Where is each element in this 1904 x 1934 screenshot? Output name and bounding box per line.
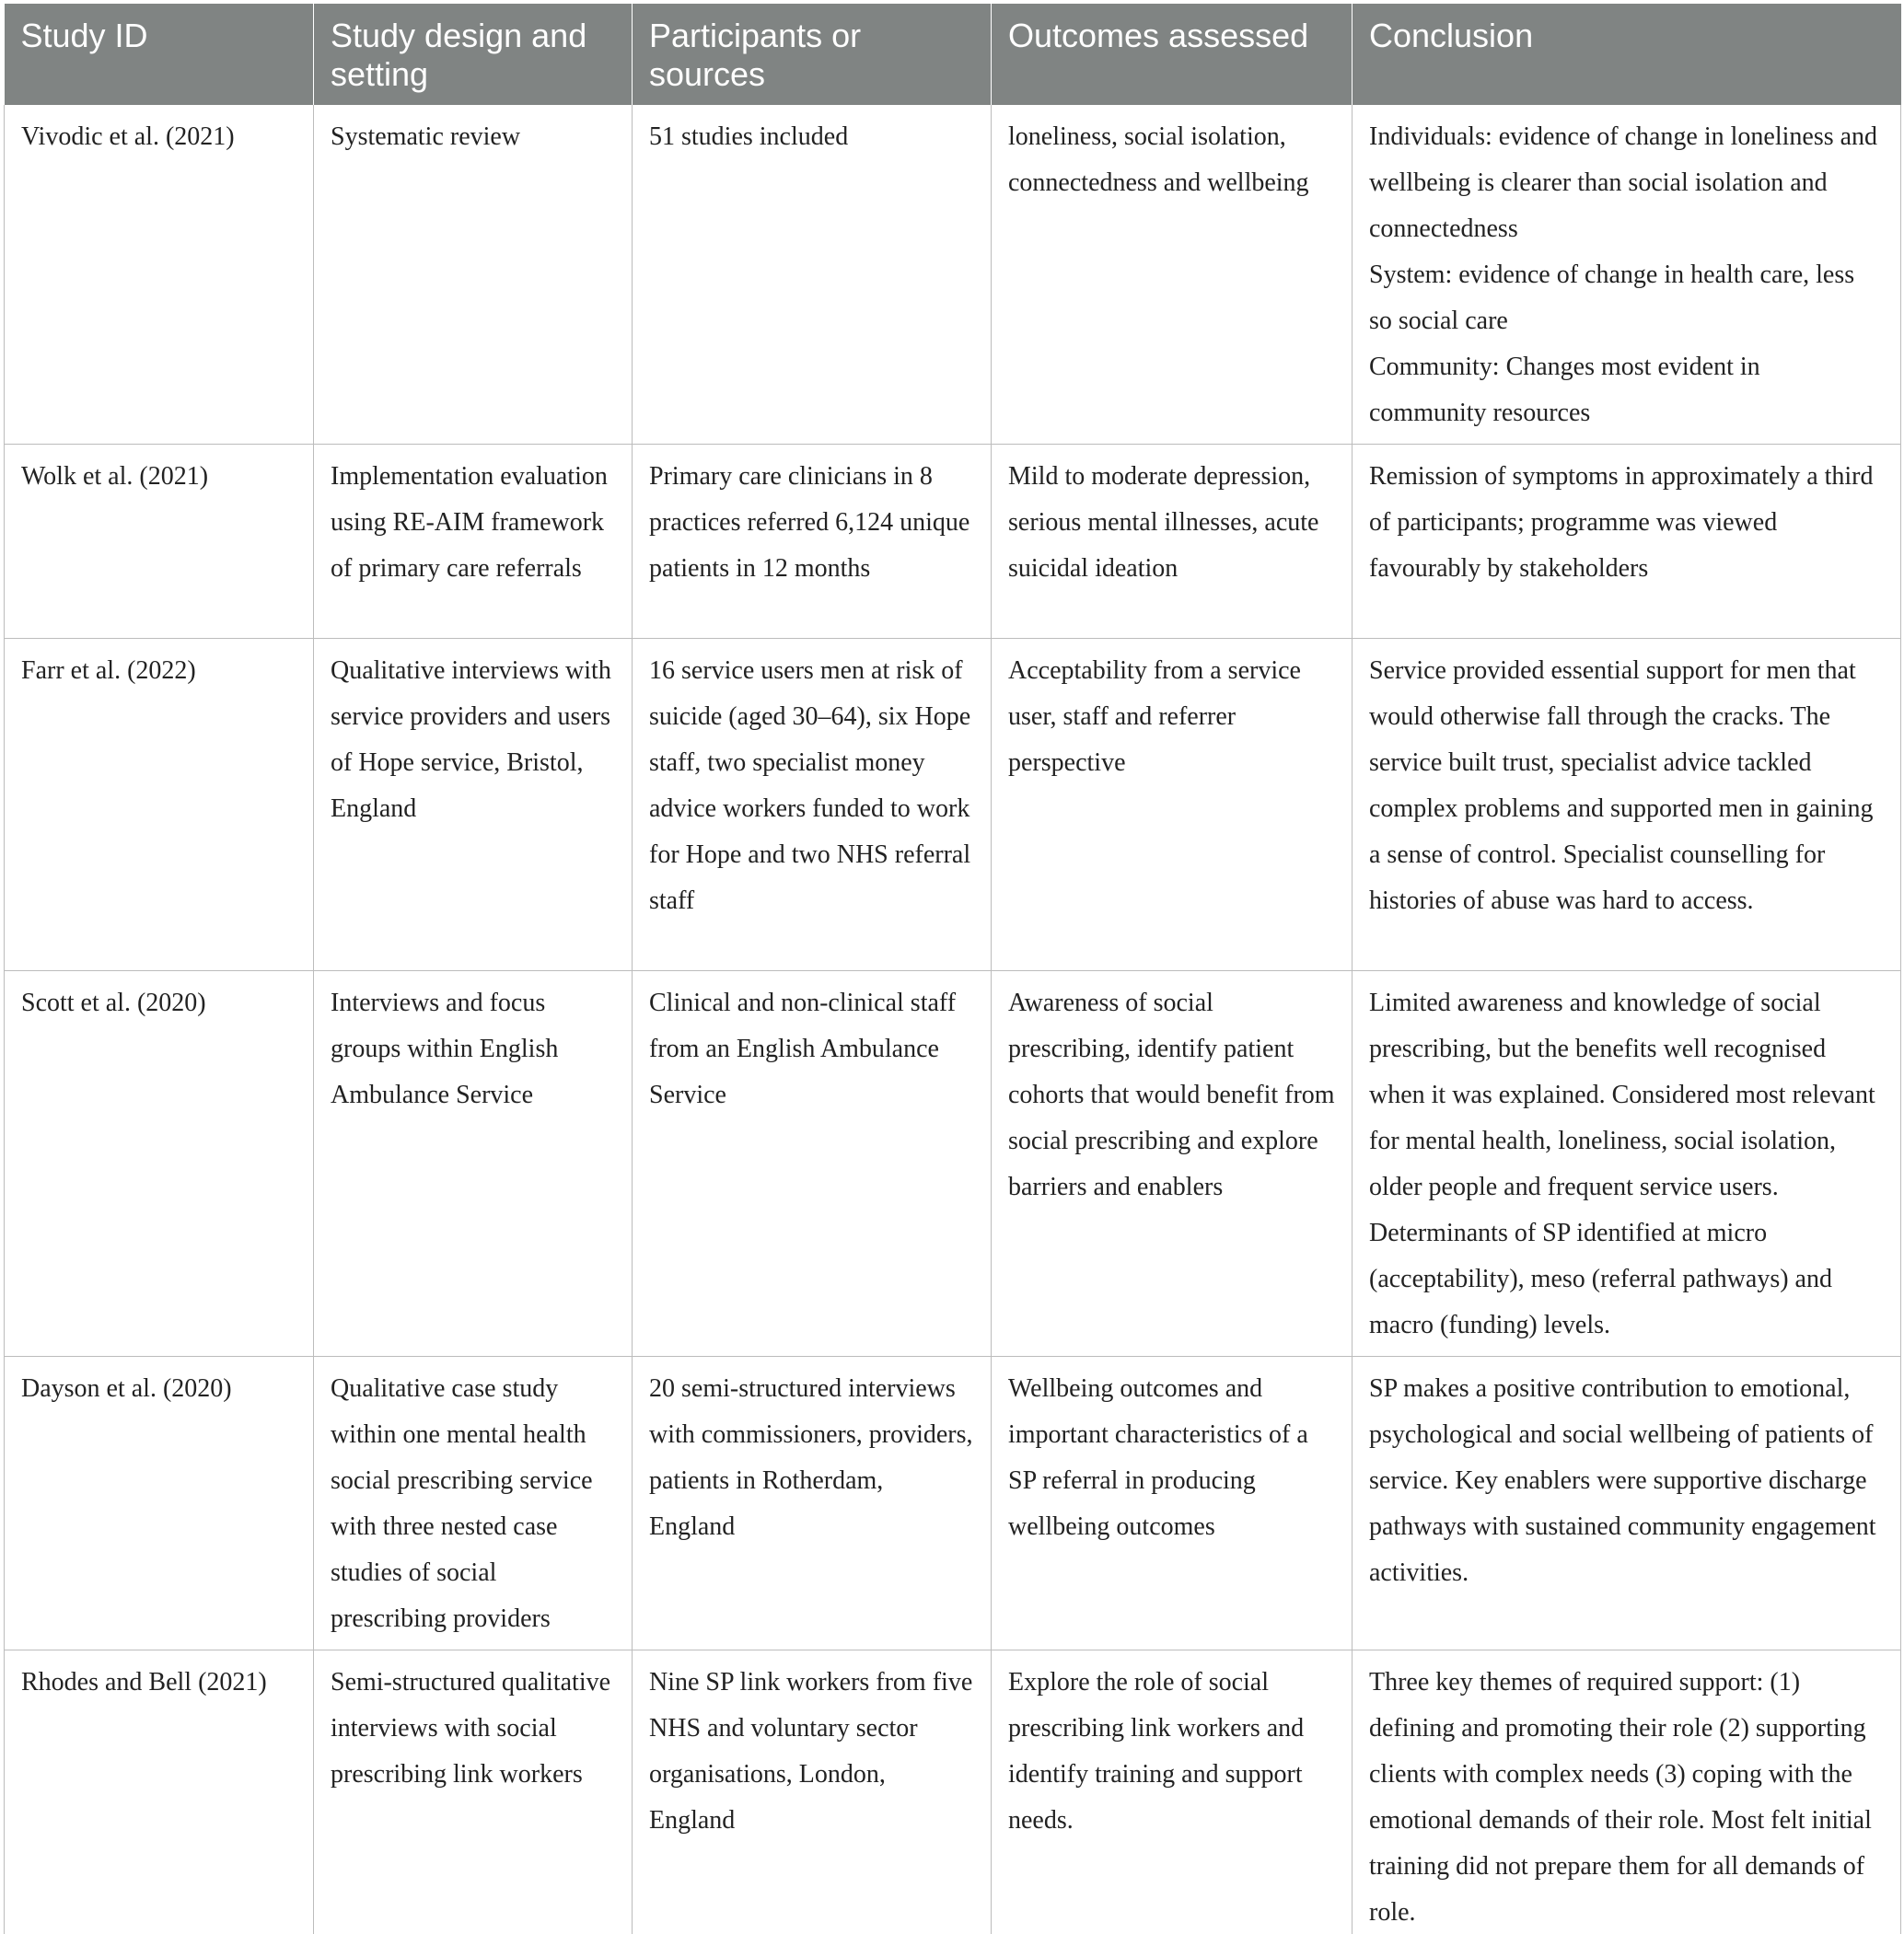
conclusion-line: Remission of symptoms in approximately a third of participants; programme was viewed favourably by stakeholders <box>1369 462 1874 583</box>
cell-conclusion <box>1353 105 1901 445</box>
cell-participants: Clinical and non-clinical staff from an English Ambulance Service <box>633 971 992 1357</box>
cell-conclusion <box>1353 1650 1901 1934</box>
conclusion-line: Individuals: evidence of change in loneliness and wellbeing is clearer than social isolation and connectedness <box>1369 122 1878 243</box>
table-row <box>5 445 1901 639</box>
cell-study-id: Dayson et al. (2020) <box>5 1357 314 1650</box>
header-outcomes: Outcomes assessed <box>992 4 1353 105</box>
cell-study-id: Farr et al. (2022) <box>5 639 314 971</box>
cell-participants: Primary care clinicians in 8 practices referred 6,124 unique patients in 12 months <box>633 445 992 639</box>
cell-study-id: Rhodes and Bell (2021) <box>5 1650 314 1934</box>
cell-design: Interviews and focus groups within English Ambulance Service <box>314 971 633 1357</box>
conclusion-line: Limited awareness and knowledge of social prescribing, but the benefits well recognised when it was explained. Considered most relevant for mental health, loneliness, social isolation, older people and frequent service users. Determinants of SP identified at micro (acceptability), meso (referral pathways) and macro (funding) levels. <box>1369 989 1875 1339</box>
header-participants: Participants or sources <box>633 4 992 105</box>
cell-participants: 51 studies included <box>633 105 992 445</box>
cell-conclusion <box>1353 639 1901 971</box>
table-row <box>5 971 1901 1357</box>
cell-study-id: Vivodic et al. (2021) <box>5 105 314 445</box>
cell-outcomes: Mild to moderate depression, serious mental illnesses, acute suicidal ideation <box>992 445 1353 639</box>
conclusion-line: Three key themes of required support: (1) defining and promoting their role (2) supporting clients with complex needs (3) coping with the emotional demands of their role. Most felt initial training did not prepare them for all demands of role. <box>1369 1668 1872 1927</box>
table-row <box>5 105 1901 445</box>
cell-design: Qualitative case study within one mental health social prescribing service with three nested case studies of social prescribing providers <box>314 1357 633 1650</box>
cell-design: Implementation evaluation using RE-AIM framework of primary care referrals <box>314 445 633 639</box>
conclusion-line: SP makes a positive contribution to emotional, psychological and social wellbeing of patients of service. Key enablers were supportive discharge pathways with sustained community engagement activities. <box>1369 1374 1876 1587</box>
cell-outcomes: Wellbeing outcomes and important characteristics of a SP referral in producing wellbeing outcomes <box>992 1357 1353 1650</box>
cell-study-id: Wolk et al. (2021) <box>5 445 314 639</box>
table-header <box>5 4 1901 105</box>
table-row <box>5 1357 1901 1650</box>
cell-outcomes: Explore the role of social prescribing link workers and identify training and support needs. <box>992 1650 1353 1934</box>
cell-design: Systematic review <box>314 105 633 445</box>
studies-table <box>4 4 1901 1934</box>
header-study-design: Study design and setting <box>314 4 633 105</box>
header-study-id: Study ID <box>5 4 314 105</box>
cell-conclusion <box>1353 1357 1901 1650</box>
cell-participants: 20 semi-structured interviews with commissioners, providers, patients in Rotherdam, England <box>633 1357 992 1650</box>
cell-participants: Nine SP link workers from five NHS and voluntary sector organisations, London, England <box>633 1650 992 1934</box>
table-row <box>5 639 1901 971</box>
table-body <box>5 105 1901 1934</box>
header-row <box>5 4 1901 105</box>
cell-outcomes: Acceptability from a service user, staff and referrer perspective <box>992 639 1353 971</box>
cell-outcomes: loneliness, social isolation, connectedness and wellbeing <box>992 105 1353 445</box>
cell-conclusion <box>1353 971 1901 1357</box>
cell-outcomes: Awareness of social prescribing, identify patient cohorts that would benefit from social prescribing and explore barriers and enablers <box>992 971 1353 1357</box>
header-conclusion: Conclusion <box>1353 4 1901 105</box>
cell-study-id: Scott et al. (2020) <box>5 971 314 1357</box>
conclusion-line: System: evidence of change in health care, less so social care <box>1369 261 1855 335</box>
conclusion-line: Community: Changes most evident in community resources <box>1369 353 1760 427</box>
table-row <box>5 1650 1901 1934</box>
cell-conclusion <box>1353 445 1901 639</box>
cell-design: Qualitative interviews with service providers and users of Hope service, Bristol, England <box>314 639 633 971</box>
cell-design: Semi-structured qualitative interviews with social prescribing link workers <box>314 1650 633 1934</box>
conclusion-line: Service provided essential support for men that would otherwise fall through the cracks. The service built trust, specialist advice tackled complex problems and supported men in gaining a sense of control. Specialist counselling for histories of abuse was hard to access. <box>1369 656 1874 915</box>
cell-participants: 16 service users men at risk of suicide (aged 30–64), six Hope staff, two specialist money advice workers funded to work for Hope and two NHS referral staff <box>633 639 992 971</box>
